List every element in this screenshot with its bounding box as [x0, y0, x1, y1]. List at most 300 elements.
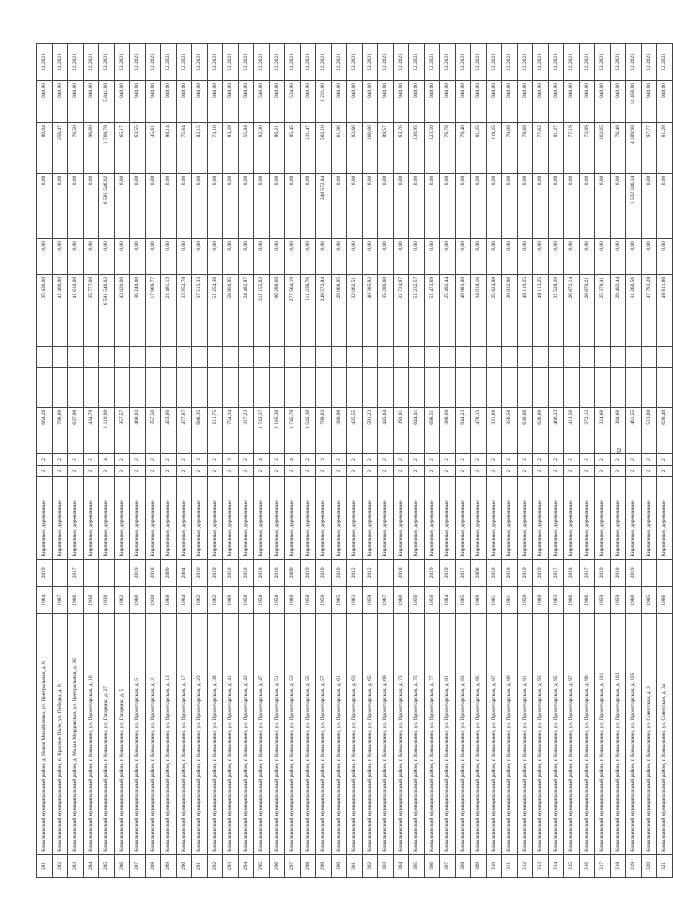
table-cell: 2 — [564, 465, 580, 477]
table-cell: 2 — [176, 454, 192, 466]
table-cell: 0,00 — [471, 239, 487, 275]
table-cell: 2010 — [192, 559, 208, 586]
table-cell — [176, 346, 192, 367]
table-cell — [517, 346, 533, 367]
table-cell: Ковылкинский муниципальный район, г. Ковылкино, ул. Пролетарская, д. 97 — [564, 614, 580, 854]
table-cell — [440, 346, 456, 367]
table-cell: 0,00 — [238, 239, 254, 275]
table-row — [579, 44, 595, 878]
table-cell: 380,90 — [331, 407, 347, 453]
table-cell: 2009 — [161, 559, 177, 586]
table-cell: Ковылкинский муниципальный район, г. Ковылкино, ул. Пролетарская, д. 10 — [83, 614, 99, 854]
table-cell: 2 — [331, 465, 347, 477]
table-cell — [192, 346, 208, 367]
table-cell: 2019 — [533, 559, 549, 586]
table-cell: 306 — [424, 854, 440, 877]
table-cell: 2 — [238, 465, 254, 477]
table-cell: 0,00 — [533, 173, 549, 238]
table-cell: 356,50 — [502, 407, 518, 453]
table-cell: 31 260,56 — [626, 274, 642, 346]
table-cell: Ковылкинский муниципальный район, г. Ковылкино, ул. Пролетарская, д. 23 — [192, 614, 208, 854]
table-cell: 0,00 — [409, 173, 425, 238]
table-cell: 2 — [269, 454, 285, 466]
table-cell: 664,20 — [37, 407, 53, 453]
table-cell: 1958 — [362, 587, 378, 614]
table-cell: 12.2021 — [424, 44, 440, 81]
table-cell — [130, 346, 146, 367]
table-cell: 320 — [641, 854, 657, 877]
table-cell: 2 — [657, 465, 673, 477]
table-cell — [52, 367, 68, 407]
table-cell: 2017 — [455, 559, 471, 586]
table-cell: Кирпичные, деревянные — [471, 477, 487, 559]
page-number: 32 — [617, 448, 623, 454]
table-cell: 0,00 — [471, 173, 487, 238]
table-cell: 372,12 — [579, 407, 595, 453]
table-cell: 307 — [440, 854, 456, 877]
table-cell: 940,00 — [238, 81, 254, 123]
table-cell: 0,00 — [424, 173, 440, 238]
table-cell: 698,51 — [424, 407, 440, 453]
table-cell: 63,55 — [130, 123, 146, 174]
table-cell: 0,00 — [579, 173, 595, 238]
table-cell — [223, 346, 239, 367]
table-cell: 0,00 — [68, 173, 84, 238]
table-cell: 2 — [455, 454, 471, 466]
table-cell: 79,40 — [455, 123, 471, 174]
table-cell: 299 — [316, 854, 332, 877]
table-cell: 630,00 — [517, 407, 533, 453]
table-cell: Кирпичные, деревянные — [192, 477, 208, 559]
table-cell: 37 515,33 — [192, 274, 208, 346]
table-cell: 2 — [130, 454, 146, 466]
table-cell: 317 — [595, 854, 611, 877]
table-cell: 0,00 — [145, 239, 161, 275]
table-cell: Ковылкинский муниципальный район, г. Ковылкино, ул. Пролетарская, д. 99 — [579, 614, 595, 854]
table-cell: 12.2021 — [393, 44, 409, 81]
table-row — [533, 44, 549, 878]
table-cell: 0,00 — [657, 173, 673, 238]
table-cell: 0,00 — [486, 173, 502, 238]
table-cell: 644,41 — [409, 407, 425, 453]
table-cell: 2 — [378, 454, 394, 466]
table-cell — [331, 367, 347, 407]
table-cell: 0,00 — [300, 173, 316, 238]
table-cell: 940,00 — [269, 81, 285, 123]
table-cell — [393, 367, 409, 407]
table-cell: Ковылкинский муниципальный район, г. Ковылкино, ул. Пролетарская, д. 73 — [393, 614, 409, 854]
table-cell — [316, 367, 332, 407]
table-cell — [238, 367, 254, 407]
table-cell: Кирпичные, деревянные — [254, 477, 270, 559]
table-cell: 130,95 — [409, 123, 425, 174]
table-cell — [409, 367, 425, 407]
table-cell: Ковылкинский муниципальный район, г. Ковылкино, ул. Пролетарская, д. 55 — [300, 614, 316, 854]
table-cell: 12.2021 — [657, 44, 673, 81]
table-cell: 70,08 — [502, 123, 518, 174]
table-cell: 26 872,14 — [564, 274, 580, 346]
table-cell: 296 — [269, 854, 285, 877]
table-cell: 292 — [207, 854, 223, 877]
table-cell: 49 883,80 — [455, 274, 471, 346]
table-cell: Кирпичные, деревянные — [610, 477, 626, 559]
table-cell: 49 119,25 — [517, 274, 533, 346]
table-cell: 12.2021 — [145, 44, 161, 81]
table-cell: 0,00 — [641, 173, 657, 238]
table-cell: 51 232,57 — [409, 274, 425, 346]
table-cell: 1961 — [502, 587, 518, 614]
table-cell: Ковылкинский муниципальный район, г. Ковылкино, ул. Пролетарская, д. 89 — [502, 614, 518, 854]
table-cell: 940,00 — [145, 81, 161, 123]
table-cell: 511,75 — [207, 407, 223, 453]
table-cell: 940,00 — [533, 81, 549, 123]
table-cell: 30 832,96 — [502, 274, 518, 346]
table-cell: Кирпичные, деревянные — [533, 477, 549, 559]
table-cell: 0,00 — [331, 239, 347, 275]
table-cell: 2 — [517, 465, 533, 477]
table-row — [548, 44, 564, 878]
table-cell: 1960 — [285, 587, 301, 614]
table-cell: 281 — [37, 854, 53, 877]
table-cell: 297 — [285, 854, 301, 877]
table-cell — [68, 367, 84, 407]
table-cell: 1964 — [176, 587, 192, 614]
table-cell: 1 743,37 — [254, 407, 270, 453]
table-cell: 1968 — [161, 587, 177, 614]
table-cell: 12.2021 — [37, 44, 53, 81]
table-cell: Ковылкинский муниципальный район, г. Ковылкино, ул. Пролетарская, д. 5 — [130, 614, 146, 854]
table-cell: Кирпичные, деревянные — [269, 477, 285, 559]
table-cell: Ковылкинский муниципальный район, г. Ковылкино, ул. Гагарина, д. 5 — [114, 614, 130, 854]
table-cell — [502, 346, 518, 367]
table-cell: 2 — [440, 454, 456, 466]
table-cell: 2017 — [548, 559, 564, 586]
table-cell: 12.2021 — [316, 44, 332, 81]
table-cell: 331,60 — [486, 407, 502, 453]
table-cell: 2018 — [145, 559, 161, 586]
table-cell: 2 — [378, 465, 394, 477]
table-cell: Кирпичные, деревянные — [223, 477, 239, 559]
table-cell: 12.2021 — [99, 44, 115, 81]
table-cell — [641, 559, 657, 586]
table-cell: 21 724,97 — [393, 274, 409, 346]
table-cell: 2 — [409, 454, 425, 466]
table-cell: 12.2021 — [548, 44, 564, 81]
table-cell: 256,47 — [52, 123, 68, 174]
table-cell — [424, 367, 440, 407]
table-cell: 2019 — [424, 559, 440, 586]
table-cell: 72,09 — [579, 123, 595, 174]
table-cell: Ковылкинский муниципальный район, г. Ковылкино, ул. Пролетарская, д. 53 — [285, 614, 301, 854]
table-cell: 0,00 — [114, 239, 130, 275]
table-cell: 123,50 — [424, 123, 440, 174]
table-cell: 2 — [331, 454, 347, 466]
table-cell: 434,70 — [83, 407, 99, 453]
table-cell: 461,55 — [626, 407, 642, 453]
table-cell: 86,21 — [269, 123, 285, 174]
table-cell: 0,00 — [440, 239, 456, 275]
table-cell: 2 — [409, 465, 425, 477]
table-cell — [564, 367, 580, 407]
table-cell: 626,40 — [657, 407, 673, 453]
table-cell — [378, 346, 394, 367]
table-cell: Ковылкинский муниципальный район, г. Ковылкино, ул. Пролетарская, д. 103 — [610, 614, 626, 854]
table-cell: 77,19 — [564, 123, 580, 174]
table-cell: 2 — [517, 454, 533, 466]
table-cell: 940,00 — [223, 81, 239, 123]
table-cell: 12.2021 — [533, 44, 549, 81]
table-cell: Кирпичные, деревянные — [440, 477, 456, 559]
table-cell: 0,00 — [331, 173, 347, 238]
table-cell: 311 — [502, 854, 518, 877]
table-cell: Ковылкинский муниципальный район, г. Ковылкино, ул. Пролетарская, д. 69 — [378, 614, 394, 854]
table-cell — [657, 559, 673, 586]
table-cell: 282 — [52, 854, 68, 877]
table-cell: 1959 — [610, 587, 626, 614]
table-cell: 1958 — [238, 587, 254, 614]
table-row — [378, 44, 394, 878]
table-cell: 413,56 — [564, 407, 580, 453]
table-cell: Ковылкинский муниципальный район, г. Ковылкино, ул. Советская, д. 3 — [641, 614, 657, 854]
table-cell: 81,28 — [657, 123, 673, 174]
table-cell: 111 236,76 — [300, 274, 316, 346]
table-cell: 2 — [37, 454, 53, 466]
table-cell: 314 — [548, 854, 564, 877]
table-cell: 35 289,60 — [378, 274, 394, 346]
table-cell: Кирпичные, деревянные — [362, 477, 378, 559]
table-cell: 2 — [471, 465, 487, 477]
table-cell: 316 — [579, 854, 595, 877]
table-cell: Кирпичные, деревянные — [130, 477, 146, 559]
table-cell: 2 — [145, 454, 161, 466]
table-cell: 0,00 — [595, 239, 611, 275]
table-row — [68, 44, 84, 878]
table-cell: 940,00 — [207, 81, 223, 123]
table-cell: 940,00 — [130, 81, 146, 123]
table-cell: 321 — [657, 854, 673, 877]
table-cell: 3 — [223, 454, 239, 466]
table-cell: 0,00 — [223, 173, 239, 238]
table-cell — [223, 367, 239, 407]
table-cell: 0,00 — [502, 239, 518, 275]
table-cell: 25 492,44 — [440, 274, 456, 346]
table-row — [564, 44, 580, 878]
table-cell: 76,78 — [440, 123, 456, 174]
table-cell: 940,00 — [579, 81, 595, 123]
table-cell: Кирпичные, деревянные — [331, 477, 347, 559]
table-cell: 1959 — [595, 587, 611, 614]
table-cell — [610, 367, 626, 407]
table-cell — [362, 346, 378, 367]
table-cell: 12.2021 — [130, 44, 146, 81]
table-cell: 289 — [161, 854, 177, 877]
table-cell: Кирпичные, деревянные — [347, 477, 363, 559]
table-cell: 0,00 — [517, 173, 533, 238]
table-cell: 51 473,69 — [424, 274, 440, 346]
table-cell: 1963 — [347, 587, 363, 614]
table-cell — [300, 346, 316, 367]
table-cell: 1959 — [517, 587, 533, 614]
table-cell — [378, 367, 394, 407]
table-cell — [285, 346, 301, 367]
table-cell: Кирпичные, деревянные — [517, 477, 533, 559]
table-cell: 940,00 — [393, 81, 409, 123]
table-cell: 2 — [424, 454, 440, 466]
table-cell: 0,00 — [68, 239, 84, 275]
table-cell: 2019 — [37, 559, 53, 586]
table-cell: 291 — [192, 854, 208, 877]
table-row — [176, 44, 192, 878]
table-cell: 81,25 — [471, 123, 487, 174]
table-cell: 0,00 — [37, 173, 53, 238]
table-cell — [347, 367, 363, 407]
table-cell: 6 581 546,02 — [99, 274, 115, 346]
table-cell: Ковылкинский муниципальный район, г. Ковылкино, ул. Пролетарская, д. 13 — [161, 614, 177, 854]
table-cell: 1 119,90 — [99, 407, 115, 453]
table-cell: 305 — [409, 854, 425, 877]
table-cell: 0,00 — [378, 239, 394, 275]
table-cell: Ковылкинский муниципальный район, г. Ковылкино, ул. Пролетарская, д. 57 — [316, 614, 332, 854]
table-cell: 2004 — [176, 559, 192, 586]
table-cell: Кирпичные, деревянные — [626, 477, 642, 559]
table-cell: 0,00 — [455, 239, 471, 275]
table-cell: 12.2021 — [641, 44, 657, 81]
table-cell: 309 — [471, 854, 487, 877]
table-cell: 357,50 — [145, 407, 161, 453]
table-cell: 12.2021 — [52, 44, 68, 81]
table-cell: 0,00 — [347, 173, 363, 238]
table-cell: 940,00 — [176, 81, 192, 123]
table-cell: 102,05 — [595, 123, 611, 174]
table-cell: 77,62 — [533, 123, 549, 174]
table-cell: 295 — [254, 854, 270, 877]
table-cell: Кирпичные, деревянные — [455, 477, 471, 559]
table-cell: 12.2021 — [564, 44, 580, 81]
table-cell: 2 — [362, 454, 378, 466]
table-cell: 0,00 — [254, 173, 270, 238]
table-cell: 248 572,84 — [316, 173, 332, 238]
table-cell: 78,68 — [517, 123, 533, 174]
table-cell: 2019 — [130, 559, 146, 586]
table-cell: 1960 — [533, 587, 549, 614]
table-cell: Ковылкинский муниципальный район, г. Ковылкино, ул. Пролетарская, д. 101 — [595, 614, 611, 854]
table-cell: 0,00 — [130, 239, 146, 275]
table-cell: 12.2021 — [223, 44, 239, 81]
table-cell: 0,00 — [610, 239, 626, 275]
table-cell: 477,67 — [176, 407, 192, 453]
table-cell — [502, 367, 518, 407]
table-cell: Ковылкинский муниципальный район, п. Красное Поле, ул. Победы, д. 9 — [52, 614, 68, 854]
table-cell: 2018 — [254, 559, 270, 586]
table-cell: 940,00 — [455, 81, 471, 123]
table-cell: 12.2021 — [331, 44, 347, 81]
table-cell: 940,00 — [161, 81, 177, 123]
table-cell — [161, 367, 177, 407]
table-cell: 0,00 — [595, 173, 611, 238]
table-cell — [52, 559, 68, 586]
table-row — [207, 44, 223, 878]
table-cell: 4 — [99, 454, 115, 466]
table-cell — [657, 367, 673, 407]
table-cell — [579, 346, 595, 367]
table-cell: 58 850,05 — [223, 274, 239, 346]
table-cell: 2 — [610, 454, 626, 466]
table-cell — [393, 346, 409, 367]
table-cell: 1960 — [393, 587, 409, 614]
table-cell — [37, 346, 53, 367]
table-cell: 2 — [68, 465, 84, 477]
table-cell: 1966 — [68, 587, 84, 614]
table-cell: Кирпичные, деревянные — [579, 477, 595, 559]
table-row — [409, 44, 425, 878]
table-cell: Ковылкинский муниципальный район, г. Ковылкино, ул. Пролетарская, д. 51 — [269, 614, 285, 854]
table-cell — [455, 346, 471, 367]
table-cell: 1930 — [83, 587, 99, 614]
table-row — [52, 44, 68, 878]
table-cell: 43 020,00 — [114, 274, 130, 346]
table-cell: 82,15 — [192, 123, 208, 174]
table-cell: 12.2021 — [378, 44, 394, 81]
table-cell: 302 — [362, 854, 378, 877]
table-cell: 1960 — [626, 587, 642, 614]
table-cell — [37, 367, 53, 407]
table-cell: Ковылкинский муниципальный район, г. Ковылкино, ул. Пролетарская, д. 95 — [548, 614, 564, 854]
table-cell: 940,00 — [378, 81, 394, 123]
table-row — [393, 44, 409, 878]
table-cell: 0,00 — [254, 239, 270, 275]
table-cell: Ковылкинский муниципальный район, г. Ковылкино, ул. Пролетарская, д. 17 — [176, 614, 192, 854]
table-cell: 0,00 — [409, 239, 425, 275]
table-cell: 460,23 — [548, 407, 564, 453]
table-cell: 0,00 — [641, 239, 657, 275]
table-cell — [595, 367, 611, 407]
table-cell: 211 155,02 — [254, 274, 270, 346]
table-cell: Ковылкинский муниципальный район, д. Новая Михайловка, ул. Центральная, д. 6 — [37, 614, 53, 854]
table-cell: 2 — [362, 465, 378, 477]
table-cell: 82,66 — [347, 123, 363, 174]
table-cell: 48 113,25 — [533, 274, 549, 346]
table-cell: 277 564,19 — [285, 274, 301, 346]
table-cell: 940,00 — [424, 81, 440, 123]
table-cell: 1964 — [37, 587, 53, 614]
table-cell: 940,00 — [300, 81, 316, 123]
table-cell: Ковылкинский муниципальный район, г. Ковылкино, ул. Пролетарская, д. 93 — [533, 614, 549, 854]
table-cell: 940,00 — [502, 81, 518, 123]
table-row — [517, 44, 533, 878]
table-cell: 17 969,77 — [145, 274, 161, 346]
table-cell — [99, 559, 115, 586]
table-cell: 1958 — [424, 587, 440, 614]
table-cell: 12.2021 — [285, 44, 301, 81]
table-cell: 393,81 — [393, 407, 409, 453]
table-cell — [176, 367, 192, 407]
table-cell: 0,00 — [486, 239, 502, 275]
table-cell: 0,00 — [145, 173, 161, 238]
table-cell: 0,00 — [37, 239, 53, 275]
table-cell: 301 — [347, 854, 363, 877]
table-cell — [517, 367, 533, 407]
table-cell: 0,00 — [548, 173, 564, 238]
table-cell: 2 — [269, 465, 285, 477]
table-cell: 591,23 — [362, 407, 378, 453]
table-row — [316, 44, 332, 878]
table-cell: 85,45 — [285, 123, 301, 174]
table-cell: 1960 — [130, 587, 146, 614]
table-cell: 1962 — [114, 587, 130, 614]
table-cell: 25 824,88 — [486, 274, 502, 346]
table-row — [145, 44, 161, 878]
table-cell: 940,00 — [486, 81, 502, 123]
